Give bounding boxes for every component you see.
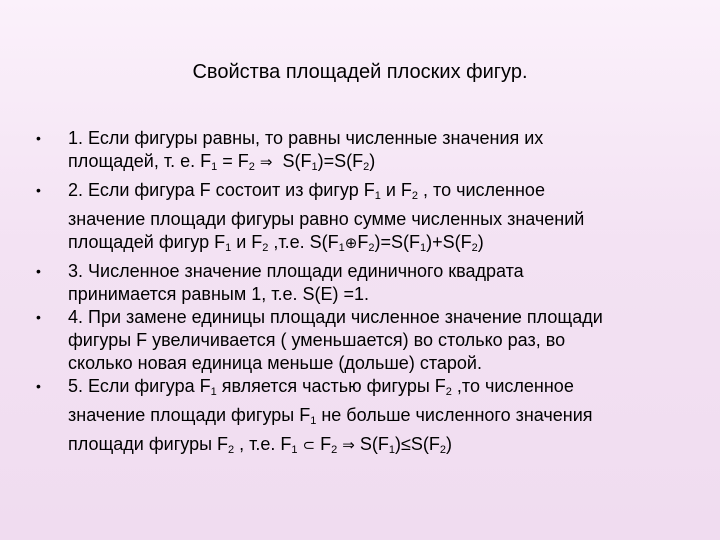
subscript: 2: [368, 242, 375, 254]
list-item: [36, 306, 696, 375]
list-item-line: [68, 375, 696, 404]
text-fragment: )+S(F: [426, 232, 472, 252]
slide-title: Свойства площадей плоских фигур.: [192, 61, 528, 83]
text-fragment: , т.е. F: [234, 434, 292, 454]
text-fragment: 3. Численное значение площади единичного квадрата: [68, 261, 524, 281]
subscript: 2: [262, 242, 269, 254]
list-item-line: [68, 231, 696, 260]
subscript: 1: [338, 242, 345, 254]
subscript: 1: [311, 161, 318, 173]
text-fragment: )≤S(F: [394, 434, 440, 454]
subscript: 2: [331, 444, 338, 456]
text-fragment: S(F: [272, 151, 312, 171]
math-symbol: ⇒: [342, 436, 355, 454]
list-item-line: [68, 208, 696, 231]
subscript: 1: [310, 415, 317, 427]
list-item-line: [68, 404, 696, 433]
text-fragment: F: [357, 232, 369, 252]
text-fragment: значение площади фигуры равно сумме численных значений: [68, 209, 585, 229]
text-fragment: )=S(F: [374, 232, 421, 252]
subscript: 1: [420, 242, 427, 254]
text-fragment: F: [315, 434, 332, 454]
text-fragment: 4. При замене единицы площади численное значение площади: [68, 307, 603, 327]
text-fragment: 5. Если фигура F: [68, 376, 211, 396]
text-fragment: площадей, т. е. F: [68, 151, 212, 171]
text-fragment: S(F: [354, 434, 389, 454]
bullet-marker: •: [36, 263, 41, 279]
bullet-marker: •: [36, 378, 41, 394]
subscript: 1: [210, 386, 217, 398]
text-fragment: ): [477, 232, 484, 252]
bullet-marker: •: [36, 130, 41, 146]
text-fragment: 1. Если фигуры равны, то равны численные значения их: [68, 128, 544, 148]
list-item-line: [68, 127, 696, 150]
list-item: [36, 375, 696, 462]
text-fragment: , то численное: [418, 180, 545, 200]
subscript: 2: [411, 190, 419, 202]
math-symbol: ⊕: [344, 234, 358, 252]
math-symbol: ⇒: [259, 153, 273, 171]
text-fragment: сколько новая единица меньше (дольше) старой.: [68, 353, 482, 373]
text-fragment: принимается равным 1, т.е. S(E) =1.: [68, 284, 370, 304]
list-item-line: [68, 433, 696, 462]
text-fragment: площадей фигур F: [68, 232, 226, 252]
subscript: 2: [248, 161, 255, 173]
subscript: 2: [228, 444, 235, 456]
text-fragment: 2. Если фигура F состоит из фигур F: [68, 180, 375, 200]
text-fragment: и F: [380, 180, 412, 200]
subscript: 2: [439, 444, 446, 456]
subscript: 2: [363, 161, 370, 173]
subscript: 1: [291, 444, 298, 456]
subscript: 1: [388, 444, 395, 456]
list-item-line: [68, 352, 696, 375]
bullet-marker: •: [36, 182, 41, 198]
list-item-line: [68, 260, 696, 283]
text-fragment: = F: [217, 151, 249, 171]
text-fragment: и F: [231, 232, 263, 252]
text-fragment: ): [369, 151, 376, 171]
text-fragment: ,то численное: [451, 376, 574, 396]
math-symbol: ⊂: [302, 436, 316, 454]
text-fragment: является частью фигуры F: [216, 376, 446, 396]
text-fragment: значение площади фигуры F: [68, 405, 311, 425]
property-list: [36, 127, 696, 462]
text-fragment: фигуры F увеличивается ( уменьшается) во столько раз, во: [68, 330, 566, 350]
text-fragment: ): [445, 434, 452, 454]
list-item: [36, 179, 696, 260]
subscript: 2: [471, 242, 478, 254]
subscript: 1: [211, 161, 218, 173]
subscript: 1: [225, 242, 232, 254]
list-item-line: [68, 329, 696, 352]
list-item: [36, 260, 696, 306]
text-fragment: площади фигуры F: [68, 434, 229, 454]
list-item-line: [68, 306, 696, 329]
subscript: 1: [374, 190, 381, 202]
list-item-line: [68, 283, 696, 306]
subscript: 2: [445, 386, 452, 398]
text-fragment: не больше численного значения: [316, 405, 593, 425]
text-fragment: )=S(F: [317, 151, 364, 171]
list-item-line: [68, 150, 696, 179]
text-fragment: ,т.е. S(F: [268, 232, 339, 252]
list-item: [36, 127, 696, 179]
bullet-marker: •: [36, 309, 41, 325]
list-item-line: [68, 179, 696, 208]
